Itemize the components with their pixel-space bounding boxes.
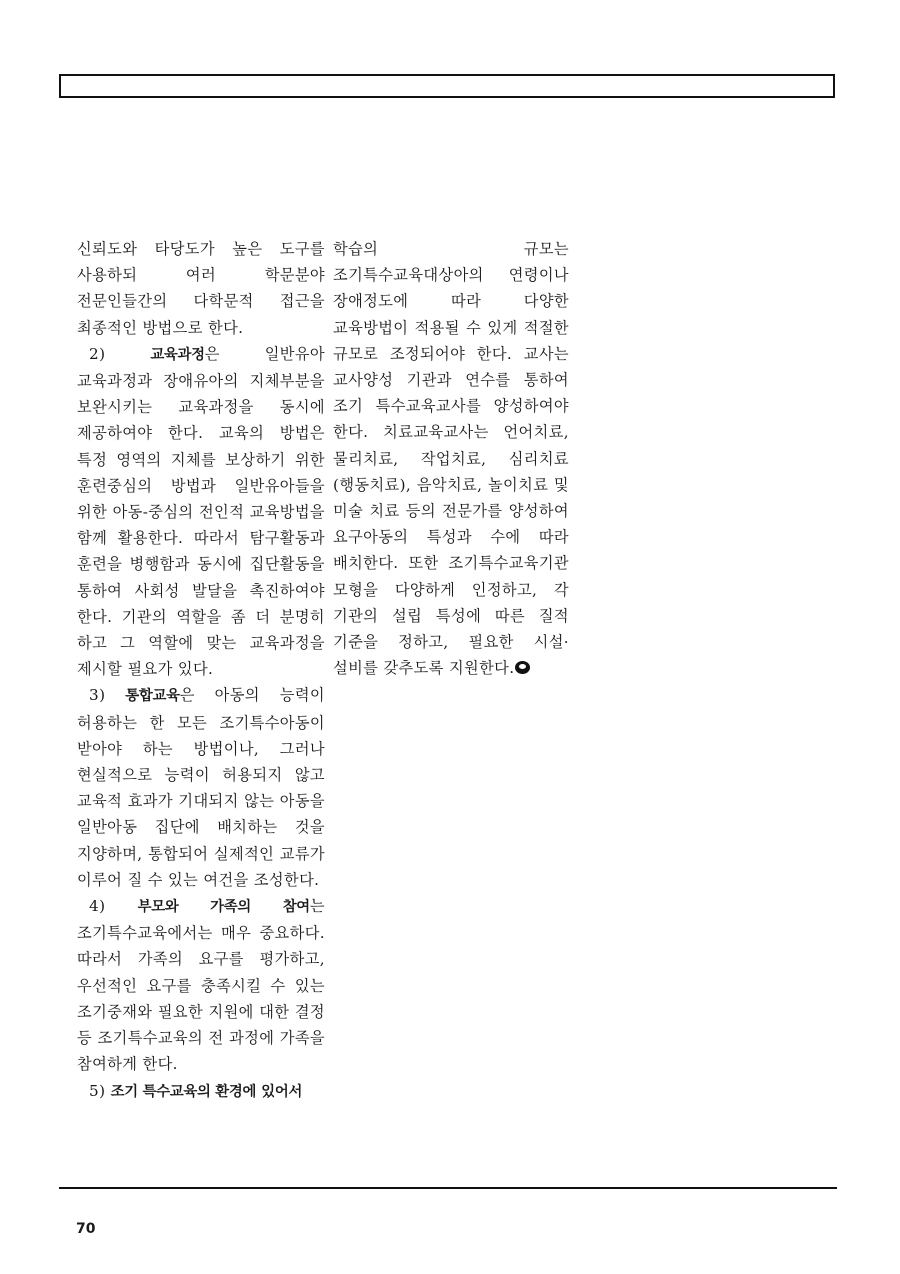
keyword-curriculum: 교육과정 xyxy=(150,346,205,363)
footer-rule xyxy=(59,1187,837,1189)
keyword-environment: 조기 특수교육의 환경에 xyxy=(110,1083,257,1100)
end-of-article-icon xyxy=(515,661,530,674)
keyword-family-participation: 부모와 가족의 참여 xyxy=(137,899,310,916)
left-column xyxy=(77,236,325,1105)
right-column xyxy=(333,236,569,681)
paragraph-family-participation xyxy=(77,893,325,1077)
paragraph-text: 은 아동의 능력이 허용하는 한 모든 조기특수아동이 받아야 하는 방법이나, 그러나 현실적으로 능력이 허용되지 않고 교육적 효과가 기대되지 않는 아동을 일반아동 집단에 배치하는 것을 지양하며, 통합되어 실제적인 교류가 이루어 질 수 있는 여건을 조성한다. xyxy=(77,686,325,889)
paragraph-inclusive-education xyxy=(77,682,325,893)
item-number: 3) xyxy=(89,686,106,705)
paragraph-text: 는 조기특수교육에서는 매우 중요하다. 따라서 가족의 요구를 평가하고, 우선적인 요구를 충족시킬 수 있는 조기중재와 필요한 지원에 대한 결정 등 조기특수교육의 전 과정에 가족을 참여하게 한다. xyxy=(77,897,325,1074)
paragraph-text: 있어서 xyxy=(261,1083,303,1100)
paragraph-curriculum xyxy=(77,341,325,683)
keyword-inclusive-education: 통합교육 xyxy=(125,688,180,705)
paragraph-text: 은 일반유아 교육과정과 장애유아의 지체부분을 보완시키는 교육과정을 동시에 제공하여야 한다. 교육의 방법은 특정 영역의 지체를 보상하기 위한 훈련중심의 방법과 일반유아들을 위한 아동-중심의 전인적 교육방법을 함께 활용한다. 따라서 탐구활동과 훈련을 병행함과 동시에 집단활동을 통하여 사회성 발달을 촉진하여야 한다. 기관의 역할을 좀 더 분명히 하고 그 역할에 맞는 교육과정을 제시할 필요가 있다. xyxy=(77,344,325,679)
paragraph-assessment-end: 신뢰도와 타당도가 높은 도구를 사용하되 여러 학문분야 전문인들간의 다학문적 접근을 최종적인 방법으로 한다. xyxy=(77,240,325,337)
item-number: 5) xyxy=(89,1081,106,1100)
item-number: 4) xyxy=(89,897,106,916)
page-number: 70 xyxy=(76,1221,96,1237)
header-box xyxy=(59,74,835,98)
paragraph-text: 학습의 규모는 조기특수교육대상아의 연령이나 장애정도에 따라 다양한 교육방법이 적용될 수 있게 적절한 규모로 조정되어야 한다. 교사는 교사양성 기관과 연수를 통하여 조기 특수교육교사를 양성하여야 한다. 치료교육교사는 언어치료, 물리치료, 작업치료, 심리치료(행동치료), 음악치료, 놀이치료 및 미술 치료 등의 전문가를 양성하여 요구아동의 특성과 수에 따라 배치한다. 또한 조기특수교육기관 모형을 다양하게 인정하고, 각 기관의 설립 특성에 따른 질적 기준을 정하고, 필요한 시설·설비를 갖추도록 지원한다. xyxy=(333,240,569,678)
paragraph-class-size xyxy=(333,236,569,681)
paragraph-environment xyxy=(77,1078,325,1105)
item-number: 2) xyxy=(89,344,106,363)
